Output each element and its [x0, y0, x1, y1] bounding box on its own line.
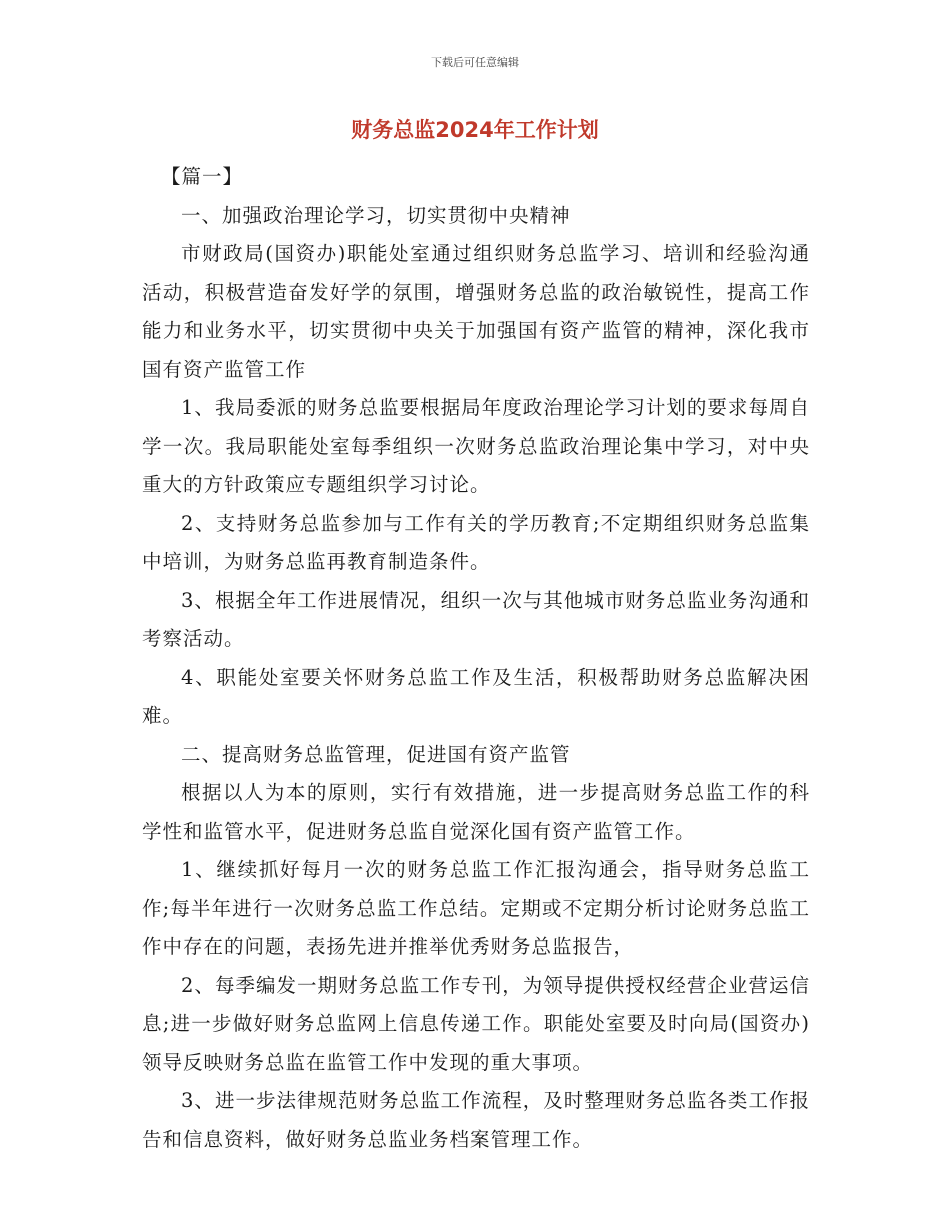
document-body	[142, 158, 810, 1159]
paragraph: 2、每季编发一期财务总监工作专刊，为领导提供授权经营企业营运信息;进一步做好财务总监网上信息传递工作。职能处室要及时向局(国资办)领导反映财务总监在监管工作中发现的重大事项。	[142, 973, 810, 1074]
section-label: 【篇一】	[161, 165, 244, 188]
paragraph: 一、加强政治理论学习，切实贯彻中央精神	[181, 203, 571, 227]
paragraph: 3、进一步法律规范财务总监工作流程，及时整理财务总监各类工作报告和信息资料，做好财务总监业务档案管理工作。	[142, 1089, 810, 1151]
paragraph: 3、根据全年工作进展情况，组织一次与其他城市财务总监业务沟通和考察活动。	[142, 588, 810, 650]
paragraph: 1、我局委派的财务总监要根据局年度政治理论学习计划的要求每周自学一次。我局职能处室每季组织一次财务总监政治理论集中学习，对中央重大的方针政策应专题组织学习讨论。	[142, 396, 810, 496]
paragraph: 二、提高财务总监管理，促进国有资产监管	[181, 742, 571, 766]
paragraph: 市财政局(国资办)职能处室通过组织财务总监学习、培训和经验沟通活动，积极营造奋发好学的氛围，增强财务总监的政治敏锐性，提高工作能力和业务水平，切实贯彻中央关于加强国有资产监管的精神，深化我市国有资产监管工作	[142, 242, 810, 381]
paragraph: 根据以人为本的原则，实行有效措施，进一步提高财务总监工作的科学性和监管水平，促进财务总监自觉深化国有资产监管工作。	[142, 781, 810, 843]
paragraph: 1、继续抓好每月一次的财务总监工作汇报沟通会，指导财务总监工作;每半年进行一次财务总监工作总结。定期或不定期分析讨论财务总监工作中存在的问题，表扬先进并推举优秀财务总监报告，	[142, 858, 810, 958]
paragraph: 4、职能处室要关怀财务总监工作及生活，积极帮助财务总监解决困难。	[142, 665, 810, 727]
document-title: 财务总监2024年工作计划	[351, 118, 599, 142]
paragraph: 2、支持财务总监参加与工作有关的学历教育;不定期组织财务总监集中培训，为财务总监再教育制造条件。	[142, 511, 810, 573]
page-header: 下载后可任意编辑	[431, 56, 519, 69]
